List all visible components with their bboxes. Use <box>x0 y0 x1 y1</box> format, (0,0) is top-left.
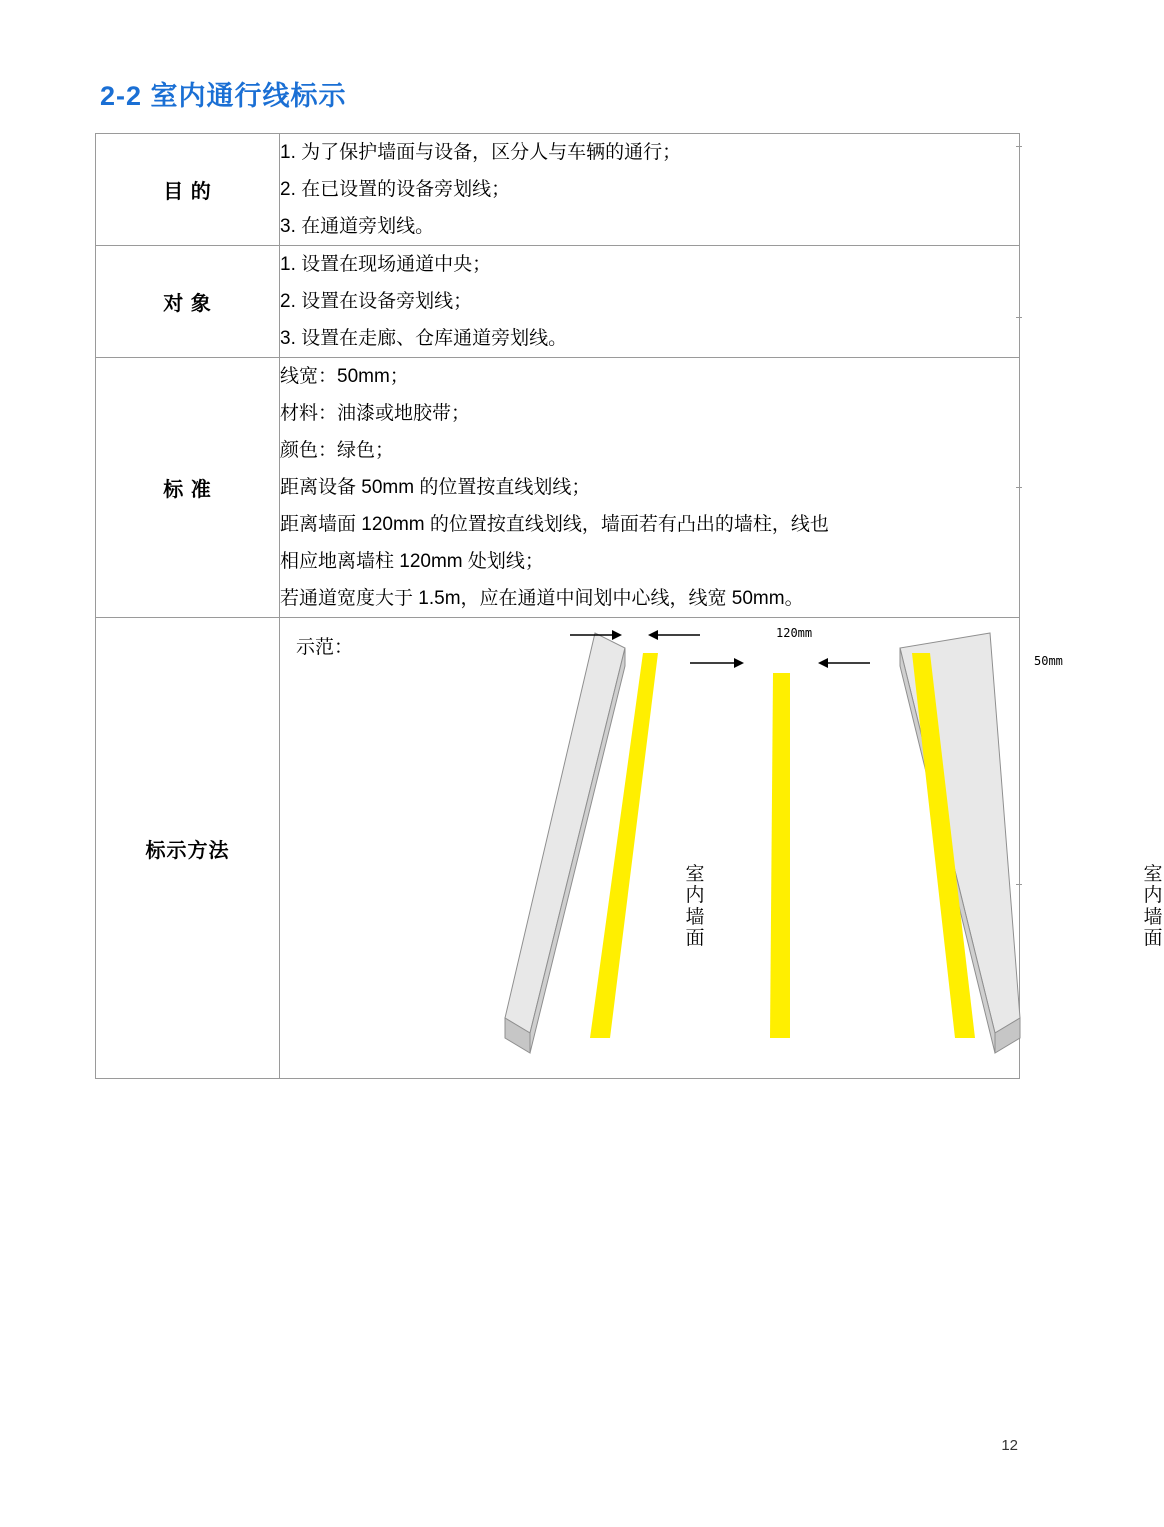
page-title: 2-2 室内通行线标示 <box>100 81 347 111</box>
list-item: 2. 在已设置的设备旁划线； <box>280 179 511 200</box>
dimension-label-50: 50mm <box>1034 654 1063 668</box>
table-row <box>96 134 1020 246</box>
list-item: 3. 设置在走廊、仓库通道旁划线。 <box>280 328 568 349</box>
list-item: 2. 设置在设备旁划线； <box>280 291 473 312</box>
margin-tick <box>1016 146 1022 147</box>
wall-label-left: 室内墙面 <box>685 864 705 949</box>
list-item: 相应地离墙柱 120mm 处划线； <box>280 551 544 572</box>
row-label-standard: 标 准 <box>96 358 280 618</box>
list-item: 3. 在通道旁划线。 <box>280 216 435 237</box>
row-label-object: 对 象 <box>96 246 280 358</box>
table-row <box>96 618 1020 1079</box>
list-item: 颜色：绿色； <box>280 440 395 461</box>
row-label-purpose: 目 的 <box>96 134 280 246</box>
row-content-purpose <box>280 134 1020 246</box>
margin-tick <box>1016 487 1022 488</box>
standard-table <box>95 133 1163 1079</box>
demo-label: 示范： <box>296 637 354 658</box>
row-label-method: 标示方法 <box>96 618 280 1079</box>
row-content-object <box>280 246 1020 358</box>
list-item: 1. 设置在现场通道中央； <box>280 254 492 275</box>
illustration-indoor-marking-lines <box>280 618 1022 1078</box>
margin-tick <box>1016 884 1022 885</box>
table-row <box>96 246 1020 358</box>
list-item: 线宽：50mm； <box>280 366 409 387</box>
table-row <box>96 358 1020 618</box>
list-item: 1. 为了保护墙面与设备，区分人与车辆的通行； <box>280 142 682 163</box>
row-content-method <box>280 618 1163 1079</box>
marking-line-center <box>770 673 790 1038</box>
dimension-label-120: 120mm <box>776 626 813 640</box>
list-item: 材料：油漆或地胶带； <box>280 403 471 424</box>
wall-label-right: 室内墙面 <box>1143 864 1163 949</box>
list-item: 距离设备 50mm 的位置按直线划线； <box>280 477 591 498</box>
list-item: 距离墙面 120mm 的位置按直线划线，墙面若有凸出的墙柱，线也 <box>280 514 829 535</box>
list-item: 若通道宽度大于 1.5m，应在通道中间划中心线，线宽 50mm。 <box>280 588 804 609</box>
page-number: 12 <box>1001 1437 1018 1454</box>
row-content-standard <box>280 358 1020 618</box>
margin-tick <box>1016 317 1022 318</box>
